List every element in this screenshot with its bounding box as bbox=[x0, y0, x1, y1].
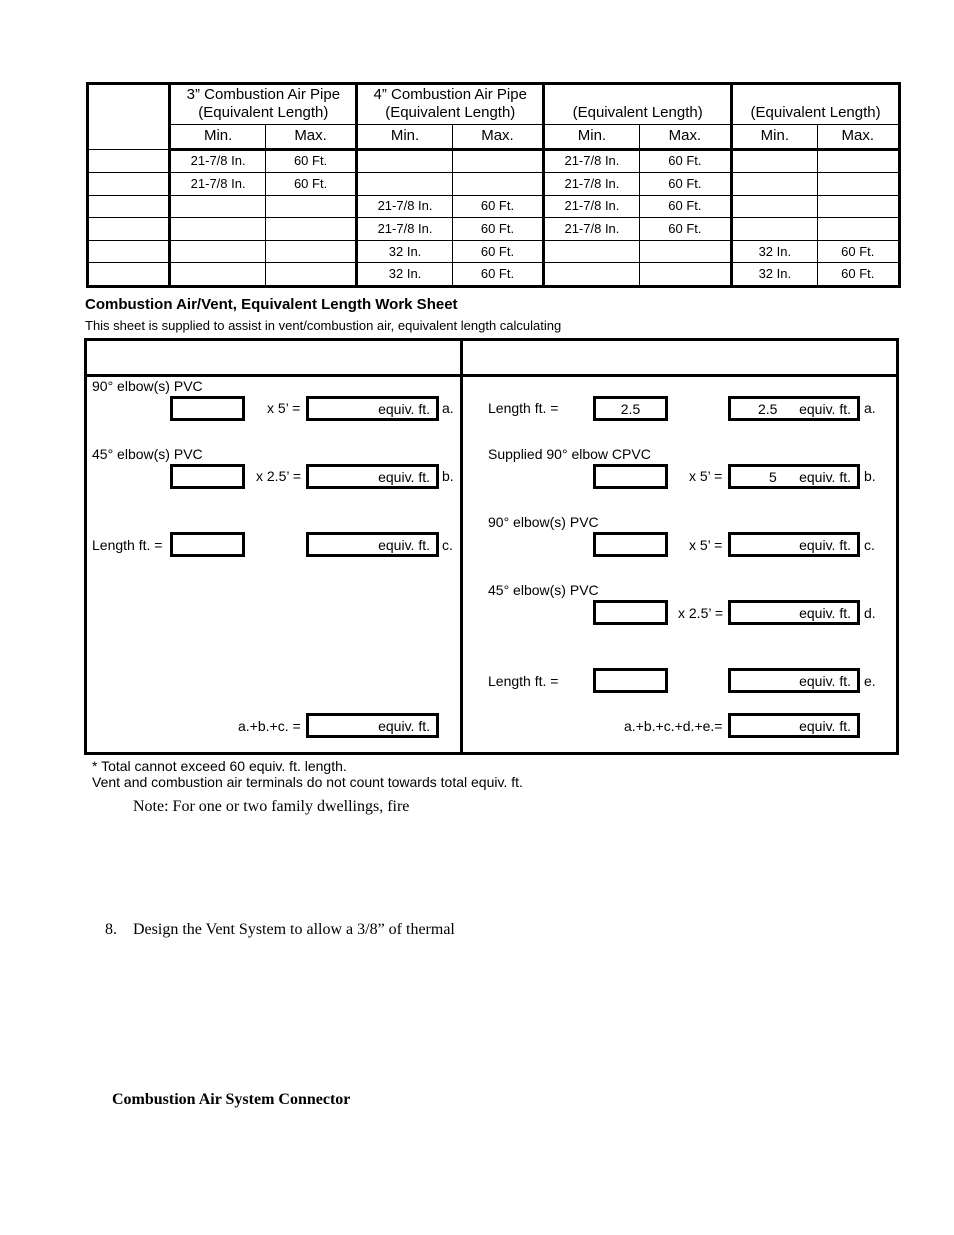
right-letter-a: a. bbox=[864, 400, 876, 416]
table-cell: 60 Ft. bbox=[817, 240, 899, 263]
table-cell bbox=[265, 263, 356, 287]
worksheet-header-line bbox=[87, 374, 896, 377]
right-length2-result-field[interactable] bbox=[728, 668, 860, 693]
table-cell bbox=[732, 218, 817, 241]
right-length-result-field[interactable] bbox=[728, 396, 860, 421]
unit-label: equiv. ft. bbox=[799, 537, 851, 553]
subheader-min: Min. bbox=[170, 125, 265, 150]
table-cell bbox=[639, 240, 731, 263]
left-length-input[interactable] bbox=[170, 532, 245, 557]
table-cell: 21-7/8 In. bbox=[544, 195, 639, 218]
unit-label: equiv. ft. bbox=[799, 469, 851, 485]
left-length-result-field[interactable] bbox=[306, 532, 439, 557]
right-total-label: a.+b.+c.+d.+e.= bbox=[624, 718, 723, 734]
right-length-input[interactable] bbox=[593, 396, 668, 421]
table-cell bbox=[88, 195, 170, 218]
right-elbow90-multiplier: x 5’ = bbox=[689, 537, 723, 553]
table-row bbox=[88, 173, 900, 196]
right-cpvc-multiplier: x 5’ = bbox=[689, 468, 723, 484]
table-cell: 60 Ft. bbox=[639, 149, 731, 173]
table-cell bbox=[817, 149, 899, 173]
right-cpvc-result-field[interactable] bbox=[728, 464, 860, 489]
table-cell: 60 Ft. bbox=[817, 263, 899, 287]
table-cell: 21-7/8 In. bbox=[357, 195, 452, 218]
table-cell: 60 Ft. bbox=[639, 173, 731, 196]
table-cell bbox=[88, 149, 170, 173]
table-cell bbox=[88, 218, 170, 241]
unit-label: equiv. ft. bbox=[799, 718, 851, 734]
left-total-field[interactable] bbox=[306, 713, 439, 738]
table-row bbox=[88, 195, 900, 218]
right-letter-b: b. bbox=[864, 468, 876, 484]
equivalent-length-table bbox=[86, 82, 901, 288]
table-cell bbox=[170, 263, 265, 287]
table-cell: 60 Ft. bbox=[452, 218, 543, 241]
right-elbow45-multiplier: x 2.5’ = bbox=[678, 605, 724, 621]
right-letter-d: d. bbox=[864, 605, 876, 621]
right-cpvc-label: Supplied 90° elbow CPVC bbox=[488, 446, 651, 462]
left-length-label: Length ft. = bbox=[92, 537, 163, 553]
table-cell bbox=[817, 218, 899, 241]
left-letter-b: b. bbox=[442, 468, 454, 484]
header-4in-pipe: 4” Combustion Air Pipe (Equivalent Length) bbox=[357, 84, 544, 125]
table-cell: 21-7/8 In. bbox=[170, 149, 265, 173]
table-cell bbox=[170, 218, 265, 241]
table-cell bbox=[265, 195, 356, 218]
worksheet-title: Combustion Air/Vent, Equivalent Length Work Sheet bbox=[85, 296, 458, 313]
left-elbow45-label: 45° elbow(s) PVC bbox=[92, 446, 203, 462]
left-elbow45-count-input[interactable] bbox=[170, 464, 245, 489]
table-cell: 32 In. bbox=[732, 240, 817, 263]
table-cell bbox=[170, 240, 265, 263]
table-cell bbox=[639, 263, 731, 287]
section-heading: Combustion Air System Connector bbox=[112, 1091, 351, 1108]
table-cell: 21-7/8 In. bbox=[544, 149, 639, 173]
table-cell bbox=[817, 195, 899, 218]
right-elbow90-result-field[interactable] bbox=[728, 532, 860, 557]
table-cell: 60 Ft. bbox=[639, 218, 731, 241]
table-cell bbox=[452, 149, 543, 173]
left-elbow90-count-input[interactable] bbox=[170, 396, 245, 421]
right-letter-c: c. bbox=[864, 537, 875, 553]
table-corner-cell bbox=[88, 84, 170, 150]
note-text: Note: For one or two family dwellings, fire bbox=[133, 798, 410, 815]
unit-label: equiv. ft. bbox=[799, 605, 851, 621]
list-item-number: 8. bbox=[105, 921, 117, 938]
table-cell: 32 In. bbox=[732, 263, 817, 287]
unit-label: equiv. ft. bbox=[799, 401, 851, 417]
table-cell: 21-7/8 In. bbox=[170, 173, 265, 196]
table-cell: 32 In. bbox=[357, 263, 452, 287]
unit-label: equiv. ft. bbox=[378, 401, 430, 417]
footnote-terminals: Vent and combustion air terminals do not count towards total equiv. ft. bbox=[92, 774, 523, 790]
left-elbow45-multiplier: x 2.5’ = bbox=[256, 468, 302, 484]
left-elbow90-multiplier: x 5’ = bbox=[267, 400, 301, 416]
table-cell bbox=[357, 149, 452, 173]
header-equivalent-length-3: (Equivalent Length) bbox=[544, 84, 732, 125]
table-cell bbox=[88, 263, 170, 287]
list-item-text: Design the Vent System to allow a 3/8” of thermal bbox=[133, 921, 455, 938]
table-cell: 60 Ft. bbox=[265, 173, 356, 196]
table-cell: 21-7/8 In. bbox=[357, 218, 452, 241]
table-cell bbox=[357, 173, 452, 196]
subheader-min: Min. bbox=[732, 125, 817, 150]
left-elbow90-label: 90° elbow(s) PVC bbox=[92, 378, 203, 394]
table-cell bbox=[170, 195, 265, 218]
right-length-result: 2.5 bbox=[758, 401, 778, 417]
table-cell: 60 Ft. bbox=[639, 195, 731, 218]
header-equivalent-length-4: (Equivalent Length) bbox=[732, 84, 900, 125]
left-letter-a: a. bbox=[442, 400, 454, 416]
left-elbow90-result-field[interactable] bbox=[306, 396, 439, 421]
header-3in-pipe: 3” Combustion Air Pipe (Equivalent Length) bbox=[170, 84, 357, 125]
subheader-max: Max. bbox=[817, 125, 899, 150]
right-elbow45-result-field[interactable] bbox=[728, 600, 860, 625]
left-elbow45-result-field[interactable] bbox=[306, 464, 439, 489]
left-letter-c: c. bbox=[442, 537, 453, 553]
table-cell bbox=[265, 218, 356, 241]
subheader-max: Max. bbox=[639, 125, 731, 150]
right-elbow45-label: 45° elbow(s) PVC bbox=[488, 582, 599, 598]
unit-label: equiv. ft. bbox=[799, 673, 851, 689]
table-cell bbox=[732, 149, 817, 173]
table-cell bbox=[452, 173, 543, 196]
table-cell bbox=[88, 173, 170, 196]
table-cell: 21-7/8 In. bbox=[544, 218, 639, 241]
worksheet-divider bbox=[460, 341, 463, 752]
table-row bbox=[88, 218, 900, 241]
right-cpvc-count-input[interactable] bbox=[593, 464, 668, 489]
worksheet-subtitle: This sheet is supplied to assist in vent/combustion air, equivalent length calculating bbox=[85, 318, 562, 333]
subheader-min: Min. bbox=[544, 125, 639, 150]
right-elbow90-count-input[interactable] bbox=[593, 532, 668, 557]
table-cell: 32 In. bbox=[357, 240, 452, 263]
left-total-label: a.+b.+c. = bbox=[238, 718, 301, 734]
footnote-total-limit: * Total cannot exceed 60 equiv. ft. length. bbox=[92, 758, 347, 774]
table-cell: 60 Ft. bbox=[452, 240, 543, 263]
right-length2-input[interactable] bbox=[593, 668, 668, 693]
right-elbow90-label: 90° elbow(s) PVC bbox=[488, 514, 599, 530]
table-cell bbox=[732, 173, 817, 196]
right-total-field[interactable] bbox=[728, 713, 860, 738]
table-cell: 60 Ft. bbox=[452, 195, 543, 218]
table-row bbox=[88, 240, 900, 263]
unit-label: equiv. ft. bbox=[378, 469, 430, 485]
table-cell bbox=[732, 195, 817, 218]
table-cell bbox=[88, 240, 170, 263]
right-length2-label: Length ft. = bbox=[488, 673, 559, 689]
right-length-label: Length ft. = bbox=[488, 400, 559, 416]
table-cell bbox=[544, 263, 639, 287]
right-length-value: 2.5 bbox=[620, 401, 641, 417]
subheader-max: Max. bbox=[265, 125, 356, 150]
table-row bbox=[88, 149, 900, 173]
table-cell bbox=[265, 240, 356, 263]
right-letter-e: e. bbox=[864, 673, 876, 689]
table-cell bbox=[544, 240, 639, 263]
subheader-max: Max. bbox=[452, 125, 543, 150]
table-cell: 21-7/8 In. bbox=[544, 173, 639, 196]
table-cell bbox=[817, 173, 899, 196]
right-elbow45-count-input[interactable] bbox=[593, 600, 668, 625]
table-cell: 60 Ft. bbox=[452, 263, 543, 287]
unit-label: equiv. ft. bbox=[378, 537, 430, 553]
unit-label: equiv. ft. bbox=[378, 718, 430, 734]
subheader-min: Min. bbox=[357, 125, 452, 150]
table-cell: 60 Ft. bbox=[265, 149, 356, 173]
table-row bbox=[88, 263, 900, 287]
right-cpvc-result: 5 bbox=[769, 469, 777, 485]
